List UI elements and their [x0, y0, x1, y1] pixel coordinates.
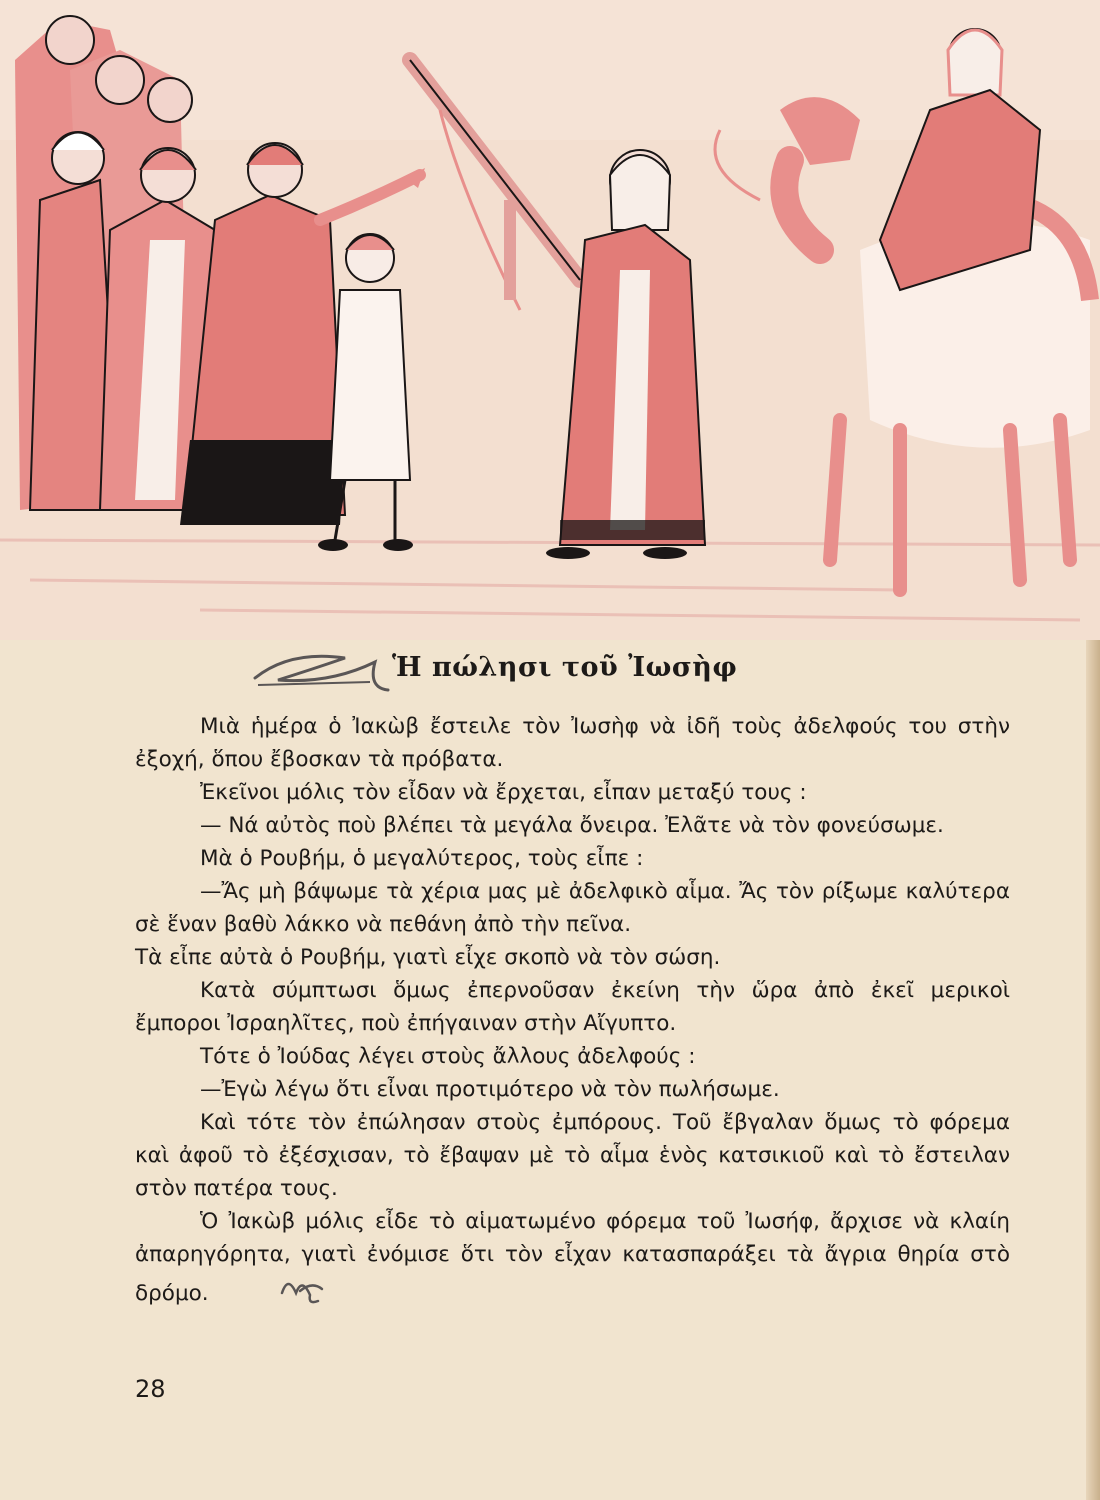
dialogue-paragraph: — Νά αὐτὸς ποὺ βλέπει τὰ μεγάλα ὄνειρα. Ἐλᾶτε νὰ τὸν φονεύσωμε.	[200, 813, 944, 838]
paragraph: Καὶ τότε τὸν ἐπώλησαν στοὺς ἐμπόρους. Τοῦ ἔβγαλαν ὅμως τὸ φόρεμα καὶ ἀφοῦ τὸ ἐξέσχισαν, τὸ ἔβαψαν μὲ τὸ αἷμα ἑνὸς κατσικιοῦ καὶ τὸ ἔστειλαν στὸν πατέρα τους.	[135, 1110, 1010, 1201]
dialogue-paragraph: —Ἐγὼ λέγω ὅτι εἶναι προτιμότερο νὰ τὸν πωλήσωμε.	[200, 1077, 780, 1102]
paragraph: Τότε ὁ Ἰούδας λέγει στοὺς ἄλλους ἀδελφούς :	[200, 1044, 696, 1069]
paragraph: Ἐκεῖνοι μόλις τὸν εἶδαν νὰ ἔρχεται, εἶπαν μεταξύ τους :	[200, 780, 807, 805]
paragraph-text: Ὁ Ἰακὼβ μόλις εἶδε τὸ αἱματωμένο φόρεμα τοῦ Ἰωσήφ, ἄρχισε νὰ κλαίη ἀπαρηγόρητα, γιατὶ ἐνόμισε ὅτι τὸν εἶχαν κατασπαράξει τὰ ἄγρια θηρία στὸ δρόμο.	[135, 1209, 1010, 1306]
paragraph: Μιὰ ἡμέρα ὁ Ἰακὼβ ἔστειλε τὸν Ἰωσὴφ νὰ ἰδῆ τοὺς ἀδελφούς του στὴν ἐξοχή, ὅπου ἔβοσκαν τὰ πρόβατα.	[135, 714, 1010, 772]
title-row	[250, 640, 810, 700]
handwritten-flourish-icon	[250, 640, 400, 704]
paragraph: Μὰ ὁ Ρουβήμ, ὁ μεγαλύτερος, τοὺς εἶπε :	[200, 846, 644, 871]
illustration-svg	[0, 0, 1100, 640]
paragraph: Τὰ εἶπε αὐτὰ ὁ Ρουβήμ, γιατὶ εἶχε σκοπὸ νὰ τὸν σώση.	[135, 945, 721, 970]
paragraph	[135, 1205, 1010, 1317]
page-title: Ἡ πώλησι τοῦ Ἰωσὴφ	[392, 652, 738, 683]
story-text	[135, 710, 1010, 1317]
illustration-joseph-sold	[0, 0, 1100, 640]
dialogue-paragraph: —Ἄς μὴ βάψωμε τὰ χέρια μας μὲ ἀδελφικὸ αἷμα. Ἄς τὸν ρίξωμε καλύτερα σὲ ἕναν βαθὺ λάκκο νὰ πεθάνη ἀπὸ τὴν πεῖνα.	[135, 879, 1010, 937]
page-number: 28	[135, 1375, 166, 1403]
paragraph: Κατὰ σύμπτωσι ὅμως ἐπερνοῦσαν ἐκείνη τὴν ὥρα ἀπὸ ἐκεῖ μερικοὶ ἔμποροι Ἰσραηλῖτες, ποὺ ἐπήγαιναν στὴν Αἴγυπτο.	[135, 978, 1010, 1036]
handwritten-initial-icon	[213, 1271, 326, 1317]
